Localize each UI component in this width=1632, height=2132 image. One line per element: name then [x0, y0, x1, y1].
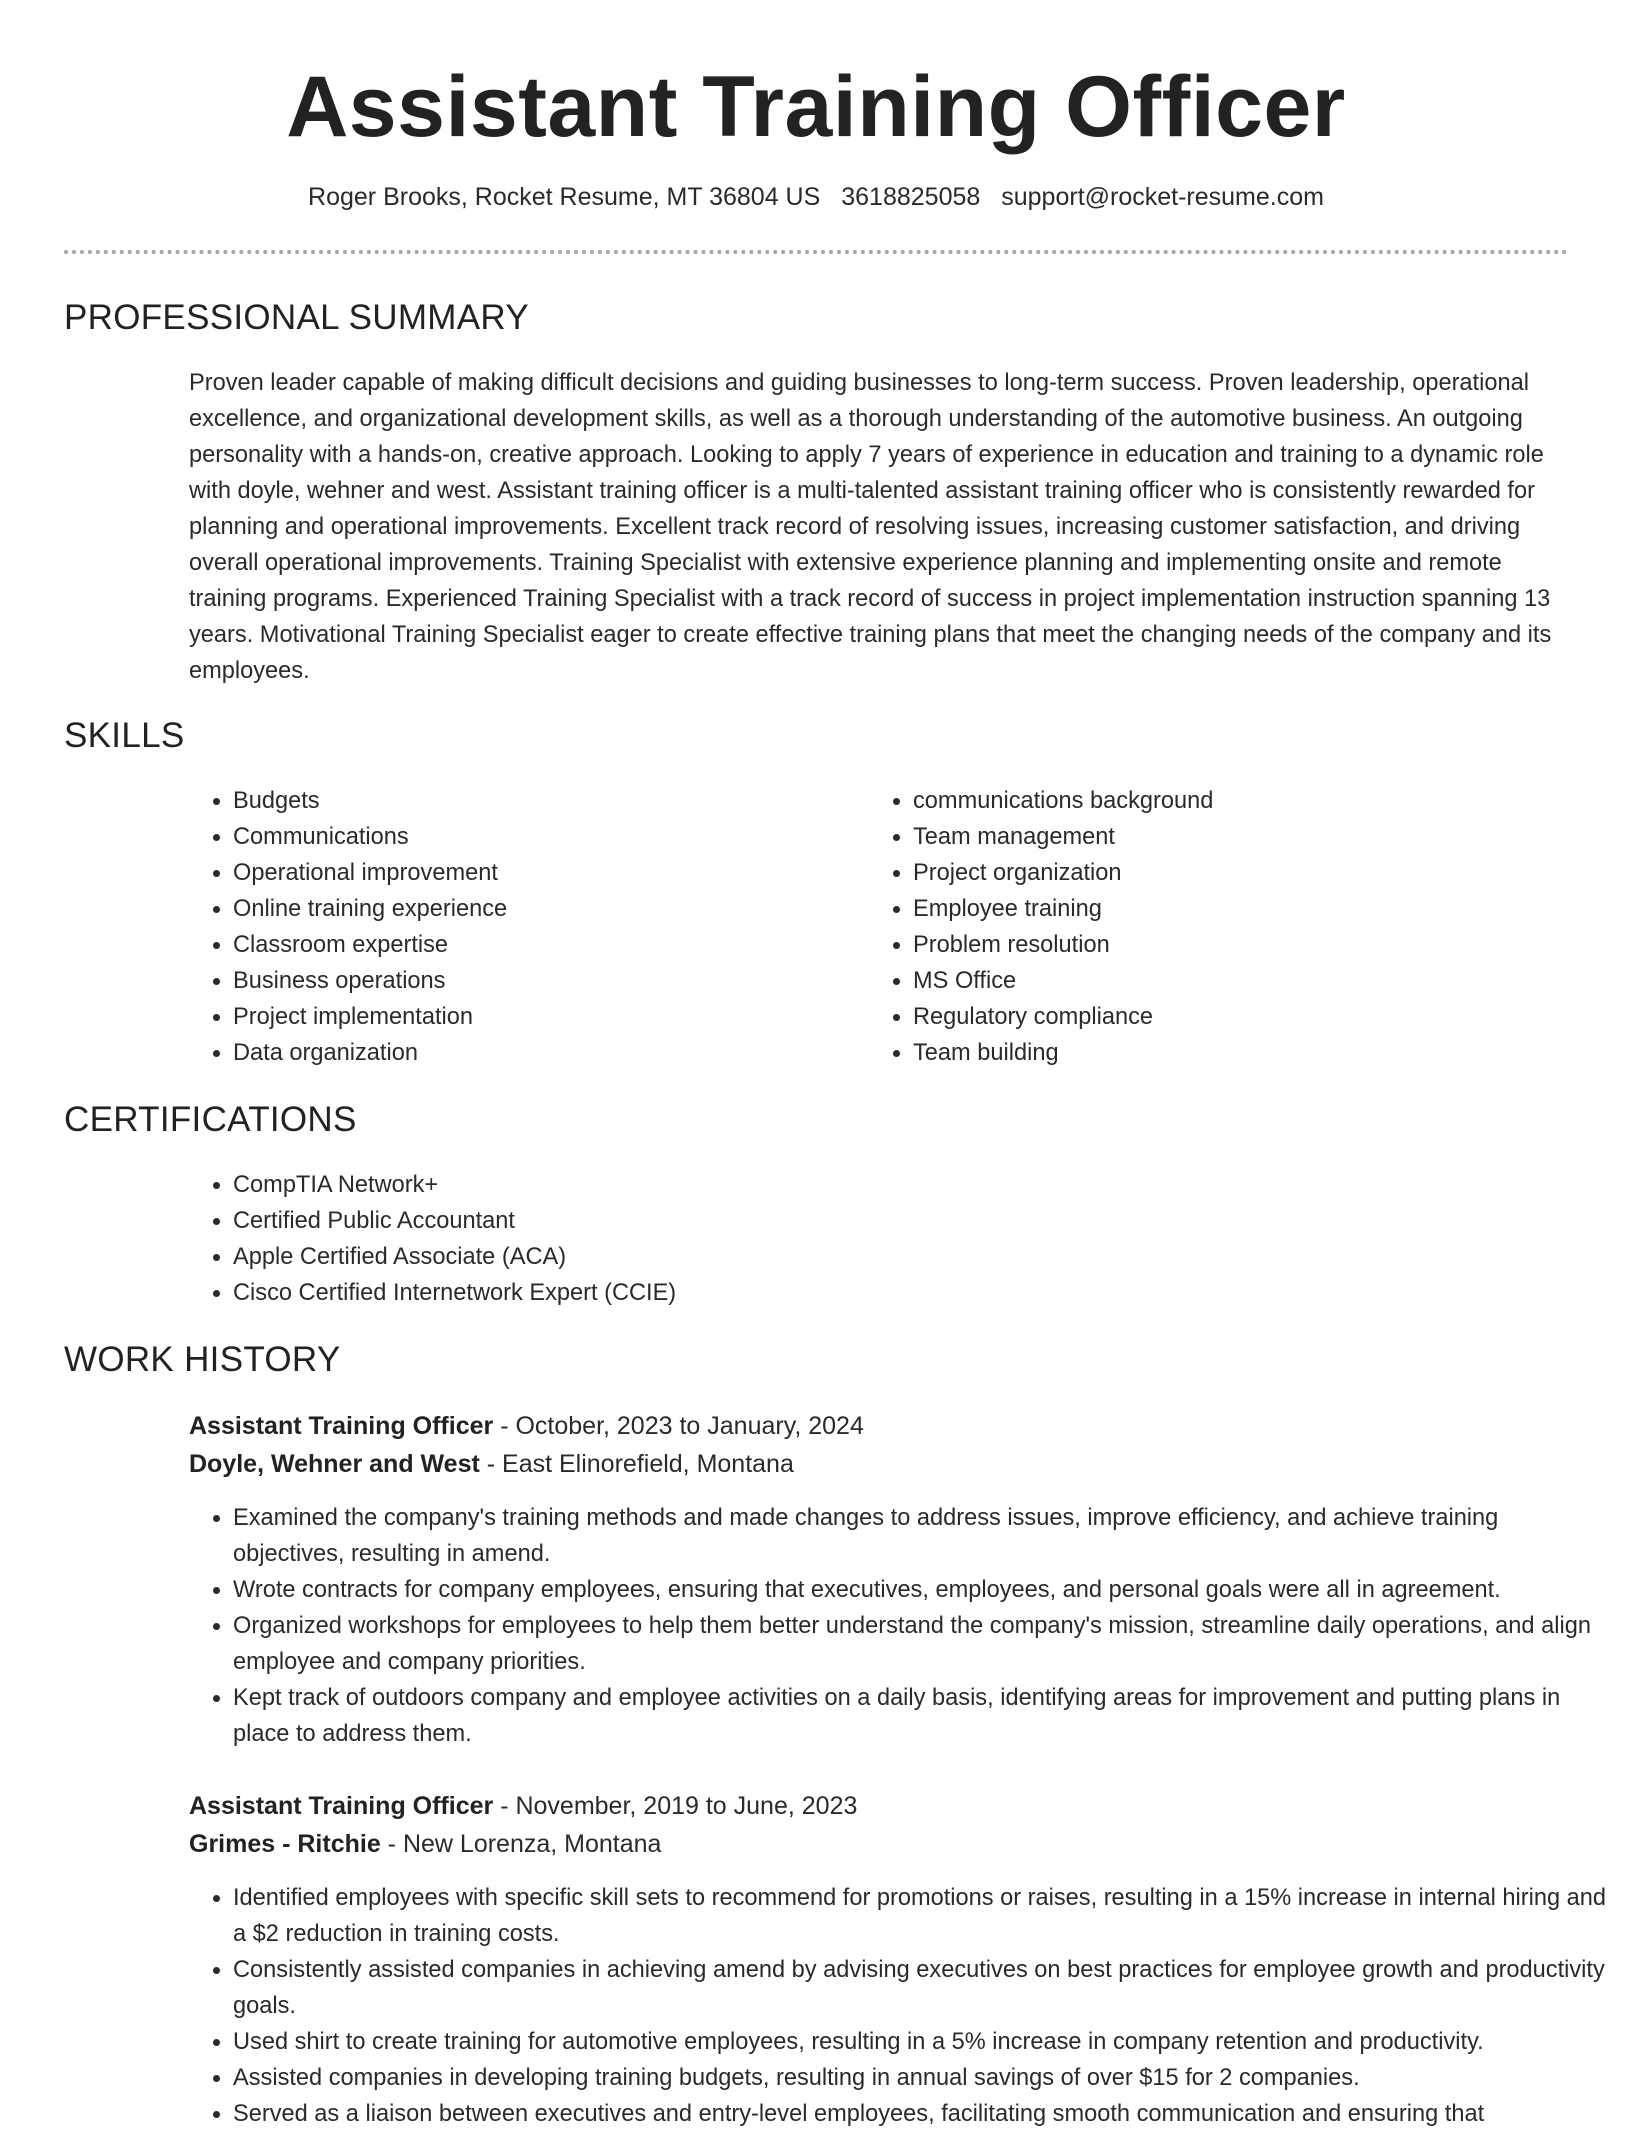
list-item: • Project implementation: [233, 999, 853, 1035]
header-divider: [64, 250, 1568, 254]
certifications-heading: CERTIFICATIONS: [64, 1100, 357, 1139]
list-item: • Wrote contracts for company employees, ensuring that executives, employees, and personal goals were all in agreement.: [233, 1572, 1613, 1608]
job-title-line: [189, 1787, 1569, 1825]
job-company: Grimes - Ritchie: [189, 1830, 381, 1858]
contact-email: support@rocket-resume.com: [1001, 183, 1324, 211]
resume-name: Assistant Training Officer: [286, 59, 1346, 155]
list-item: • Business operations: [233, 963, 853, 999]
list-item: • Apple Certified Associate (ACA): [233, 1239, 1133, 1275]
job-company-line: [189, 1825, 1569, 1863]
skills-list-right: [869, 783, 1533, 1071]
list-item: • Examined the company's training methods and made changes to address issues, improve efficiency, and achieve training objectives, resulting in amend.: [233, 1500, 1613, 1572]
job-duties-list: [189, 1880, 1613, 2132]
list-item: • Problem resolution: [913, 927, 1533, 963]
job-company-line: [189, 1445, 1569, 1483]
job-location: - East Elinorefield, Montana: [479, 1450, 794, 1478]
list-item: • Cisco Certified Internetwork Expert (CCIE): [233, 1275, 1133, 1311]
job-title-line: [189, 1407, 1569, 1445]
job-dates: - November, 2019 to June, 2023: [493, 1792, 858, 1820]
list-item: • Regulatory compliance: [913, 999, 1533, 1035]
job-location: - New Lorenza, Montana: [380, 1830, 662, 1858]
list-item: • Operational improvement: [233, 855, 853, 891]
list-item: • Served as a liaison between executives and entry-level employees, facilitating smooth communication and ensuring that: [233, 2096, 1613, 2132]
list-item: • Organized workshops for employees to help them better understand the company's mission, streamline daily operations, and align employee and company priorities.: [233, 1608, 1613, 1680]
list-item: • Consistently assisted companies in achieving amend by advising executives on best practices for employee growth and productivity goals.: [233, 1952, 1613, 2024]
list-item: • Assisted companies in developing training budgets, resulting in annual savings of over $15 for 2 companies.: [233, 2060, 1613, 2096]
list-item: • Data organization: [233, 1035, 853, 1071]
summary-heading: PROFESSIONAL SUMMARY: [64, 298, 529, 337]
job-title: Assistant Training Officer: [189, 1412, 494, 1440]
contact-address: Roger Brooks, Rocket Resume, MT 36804 US: [308, 183, 821, 211]
contact-line: [0, 183, 1632, 212]
list-item: • Kept track of outdoors company and employee activities on a daily basis, identifying areas for improvement and putting plans in place to address them.: [233, 1680, 1613, 1752]
job-duties-list: [189, 1500, 1613, 1752]
list-item: • Online training experience: [233, 891, 853, 927]
contact-phone: 3618825058: [841, 183, 981, 211]
job-dates: - October, 2023 to January, 2024: [493, 1412, 864, 1440]
list-item: • Team building: [913, 1035, 1533, 1071]
job-header: [189, 1407, 1569, 1483]
list-item: • communications background: [913, 783, 1533, 819]
skills-list-left: [189, 783, 853, 1071]
job-company: Doyle, Wehner and West: [189, 1450, 480, 1478]
list-item: • Budgets: [233, 783, 853, 819]
certifications-list: [189, 1167, 1133, 1311]
list-item: • Classroom expertise: [233, 927, 853, 963]
list-item: • MS Office: [913, 963, 1533, 999]
summary-text: Proven leader capable of making difficult decisions and guiding businesses to long-term success. Proven leadership, operational excellence, and organizational development skills, as well as a thorough understanding of the automotive business. An outgoing personality with a hands-on, creative approach. Looking to apply 7 years of experience in education and training to a dynamic role with doyle, wehner and west. Assistant training officer is a multi-talented assistant training officer who is consistently rewarded for planning and operational improvements. Excellent track record of resolving issues, increasing customer satisfaction, and driving overall operational improvements. Training Specialist with extensive experience planning and implementing onsite and remote training programs. Experienced Training Specialist with a track record of success in project implementation instruction spanning 13 years. Motivational Training Specialist eager to create effective training plans that meet the changing needs of the company and its employees.: [189, 370, 1552, 684]
list-item: • Used shirt to create training for automotive employees, resulting in a 5% increase in company retention and productivity.: [233, 2024, 1613, 2060]
list-item: • Employee training: [913, 891, 1533, 927]
job-title: Assistant Training Officer: [189, 1792, 494, 1820]
job-header: [189, 1787, 1569, 1863]
skills-heading: SKILLS: [64, 716, 185, 755]
list-item: • Communications: [233, 819, 853, 855]
list-item: • Project organization: [913, 855, 1533, 891]
list-item: • Certified Public Accountant: [233, 1203, 1133, 1239]
list-item: • Team management: [913, 819, 1533, 855]
list-item: • Identified employees with specific skill sets to recommend for promotions or raises, resulting in a 15% increase in internal hiring and a $2 reduction in training costs.: [233, 1880, 1613, 1952]
work-history-heading: WORK HISTORY: [64, 1340, 341, 1379]
list-item: • CompTIA Network+: [233, 1167, 1133, 1203]
